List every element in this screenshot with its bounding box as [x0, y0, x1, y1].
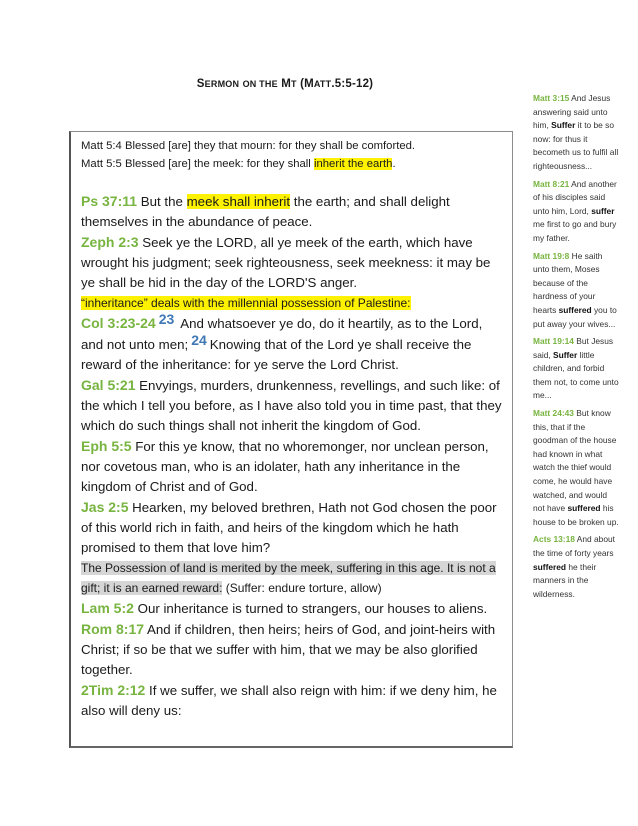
verse-number-24: 24: [191, 332, 207, 348]
sidebar-entry: Matt 3:15 And Jesus answering said unto him, Suffer it to be so now: for thus it becometh us to fulfil all righteousness...: [533, 93, 619, 171]
sidebar-entry: Matt 19:14 But Jesus said, Suffer little children, and forbid them not, to come unto me...: [533, 336, 619, 401]
verse-eph: Eph 5:5 For this ye know, that no whoremonger, nor unclean person, nor covetous man, who is an idolater, hath any inheritance in the kingdom of Christ and of God.: [81, 438, 489, 494]
sidebar-entry: Matt 8:21 And another of his disciples said unto him, Lord, suffer me first to go and bury my father.: [533, 178, 617, 243]
verse-ref: Gal 5:21: [81, 377, 136, 393]
sidebar-entry: Matt 24:43 But know this, that if the goodman of the house had known in what watch the thief would come, he would have watched, and would not have suffered his house to be broken up.: [533, 408, 619, 527]
verse-rom: Rom 8:17 And if children, then heirs; heirs of God, and joint-heirs with Christ; if so be that we suffer with him, that we may be also glorified together.: [81, 621, 496, 677]
verse-2tim: 2Tim 2:12 If we suffer, we shall also reign with him: if we deny him, he also will deny us:: [81, 682, 497, 718]
verse-ref: Rom 8:17: [81, 621, 145, 637]
main-text-box: [69, 131, 513, 748]
verse-ref: Eph 5:5: [81, 438, 132, 454]
highlight-inherit-earth: inherit the earth: [313, 158, 393, 170]
verse-col: Col 3:23-24 23 And whatsoever ye do, do it heartily, as to the Lord, and not unto men; 24 Knowing that of the Lord ye shall receive the reward of the inheritance: for ye serve the Lord Christ.: [81, 311, 483, 372]
sidebar-suffer-verses: [533, 92, 619, 605]
verse-ref: Lam 5:2: [81, 600, 134, 616]
verse-lam: Lam 5:2 Our inheritance is turned to strangers, our houses to aliens.: [81, 600, 488, 616]
verse-zeph: Zeph 2:3 Seek ye the LORD, all ye meek of the earth, which have wrought his judgment; seek righteousness, seek meekness: it may be ye shall be hid in the day of the LORD'S anger.: [81, 234, 491, 290]
sidebar-entry: Acts 13:18 And about the time of forty years suffered he their manners in the wilderness.: [533, 534, 615, 599]
intro-verses: [81, 137, 505, 173]
highlight-meek-inherit: meek shall inherit: [186, 194, 291, 209]
verse-ref: Col 3:23-24: [81, 315, 156, 331]
matt-5-4-line: Matt 5:4 Blessed [are] they that mourn: for they shall be comforted.: [81, 140, 416, 152]
verse-ref: Zeph 2:3: [81, 234, 139, 250]
matt-5-5-line: Matt 5:5 Blessed [are] the meek: for they shall inherit the earth.: [81, 158, 396, 170]
verse-number-23: 23: [158, 311, 175, 327]
sidebar-entry: Matt 19:8 He saith unto them, Moses because of the hardness of your hearts suffered you to put away your wives...: [533, 250, 617, 329]
verse-ref: Jas 2:5: [81, 499, 129, 515]
possession-note: The Possession of land is merited by the meek, suffering in this age. It is not a gift; it is an earned reward: (Suffer: endure torture, allow): [81, 561, 496, 595]
verse-ref: 2Tim 2:12: [81, 682, 146, 698]
verse-jas: Jas 2:5 Hearken, my beloved brethren, Hath not God chosen the poor of this world rich in faith, and heirs of the kingdom which he hath promised to them that love him?: [81, 499, 497, 555]
page-title: SERMON ON THE MT (MATT.5:5-12): [196, 78, 374, 90]
verse-ps37: Ps 37:11 But the meek shall inherit the earth; and shall delight themselves in the abundance of peace.: [81, 193, 450, 229]
inheritance-note: “inheritance” deals with the millennial possession of Palestine:: [81, 296, 411, 310]
verse-ref: Ps 37:11: [81, 193, 138, 209]
verse-gal: Gal 5:21 Envyings, murders, drunkenness, revellings, and such like: of the which I tell you before, as I have also told you in time past, that they which do such things shall not inherit the kingdom of God.: [81, 377, 502, 433]
